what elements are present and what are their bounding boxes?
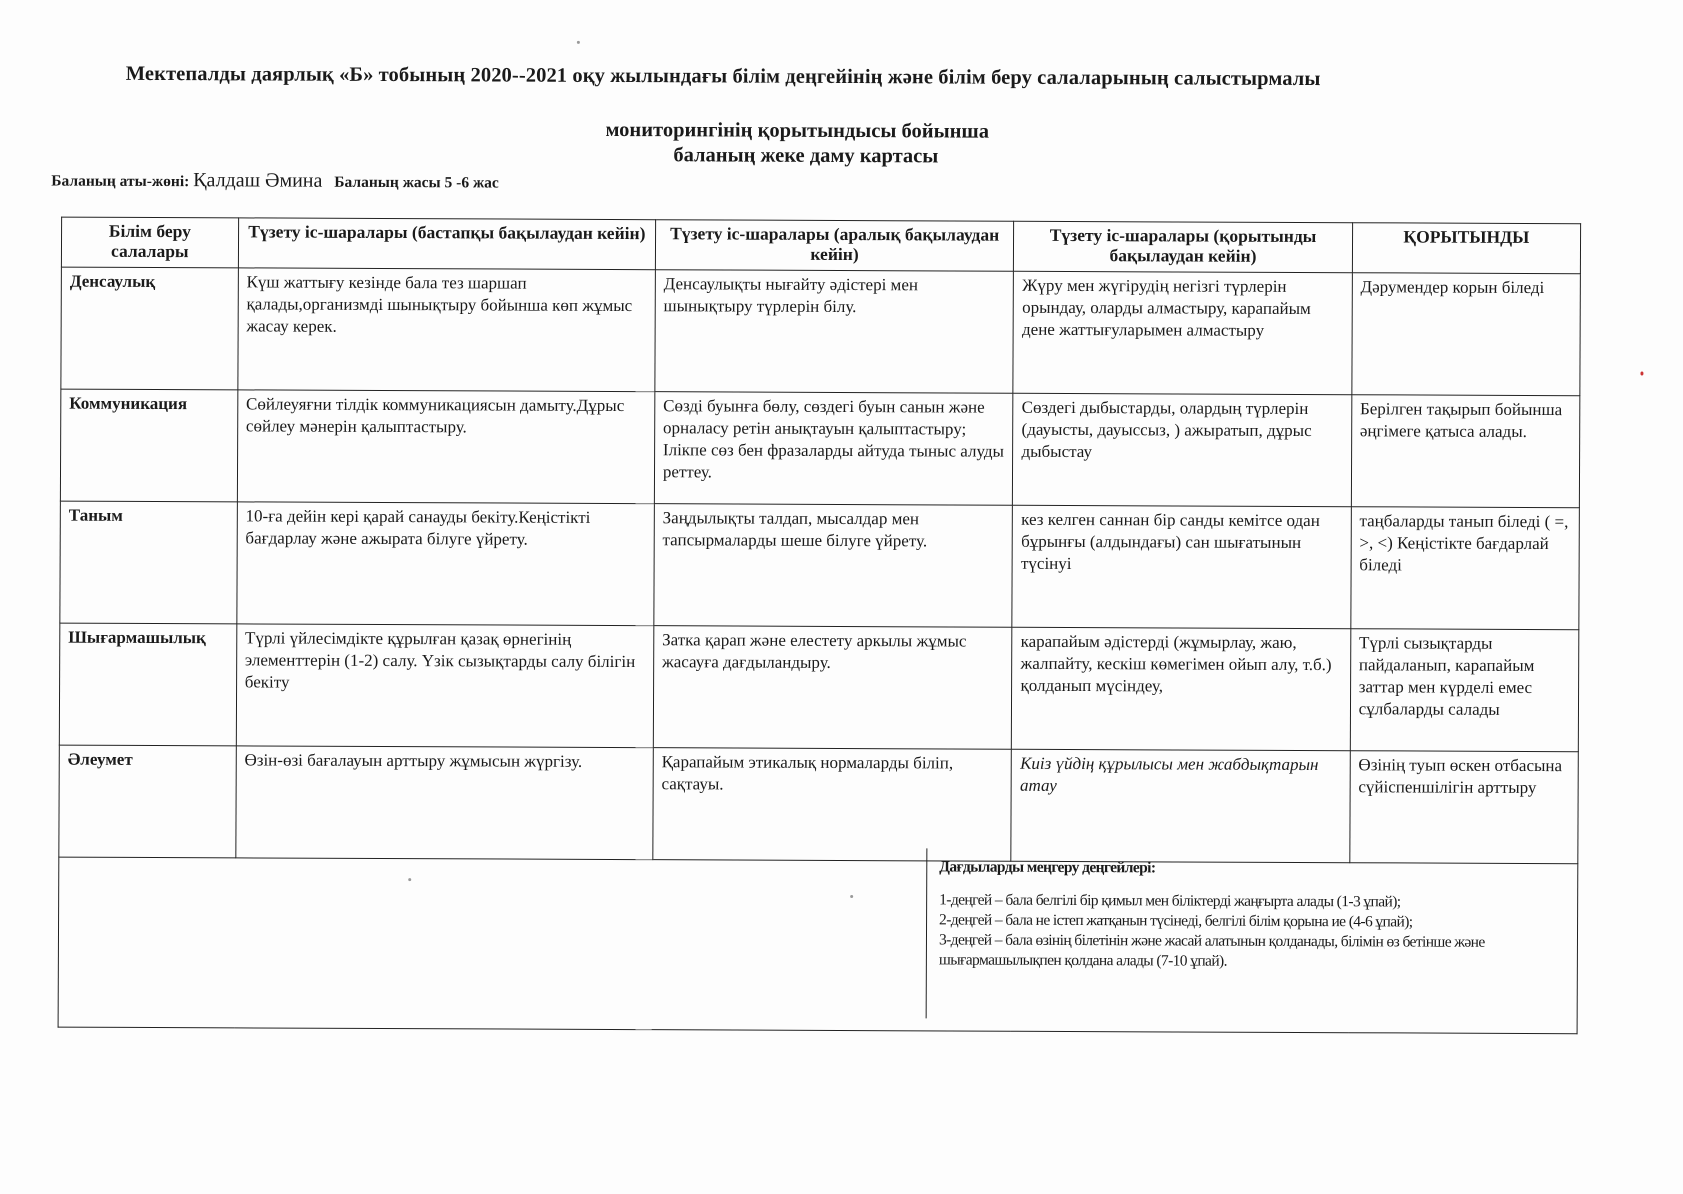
development-map xyxy=(58,217,1581,984)
table-row xyxy=(59,745,1578,864)
header-area: Білім беру салалары xyxy=(61,217,238,268)
intermediate-cell: Затка қарап және елестету аркылы жұмыс жасауға дағдыландыру. xyxy=(653,626,1012,750)
header-intermediate: Түзету іс-шаралары (аралық бақылаудан кейін) xyxy=(655,220,1014,272)
legend-level-3: 3-деңгей – бала өзінің білетінін және жасай алатынын қолданады, білімін өз бетінше және шығармашылықпен қолдана алады (7-10 ұпай). xyxy=(938,931,1485,970)
legend-title: Дағдыларды меңгеру деңгейлері: xyxy=(939,858,1156,877)
intermediate-cell: Сөзді буынға бөлу, сөздегі буын санын және орналасу ретін анықтауын қалыптастыру; Ілікпе сөз бен фразаларды айтуда тыныс алуды реттеу. xyxy=(654,392,1013,506)
scan-mark xyxy=(1640,371,1643,375)
document-title-line-2: мониторингінің қорытындысы бойынша xyxy=(605,118,990,143)
document-title-line-3: баланың жеке даму картасы xyxy=(673,144,939,168)
result-cell: Берілген тақырып бойынша әңгімеге қатыса алады. xyxy=(1351,395,1580,508)
area-cell: Таным xyxy=(60,501,237,624)
header-initial: Түзету іс-шаралары (бастапқы бақылаудан кейін) xyxy=(238,218,655,270)
final-cell: карапайым әдістерді (жұмырлау, жаю, жалпайту, кескіш көмегімен ойып алу, т.б.) қолданып мүсіндеу, xyxy=(1012,627,1351,750)
table-row xyxy=(61,267,1581,396)
legend-level-2: 2-деңгей – бала не істеп жатқанын түсінеді, белгілі білім қорына ие (4-6 ұпай); xyxy=(939,911,1413,931)
final-cell: Киіз үйдің құрылысы мен жабдықтарын атау xyxy=(1011,749,1350,862)
initial-cell: Түрлі үйлесімдікте құрылған қазақ өрнегінің элементтерін (1-2) салу. Үзік сызықтарды салу білігін бекіту xyxy=(236,624,654,748)
child-age: Баланың жасы 5 -6 жас xyxy=(334,173,499,192)
intermediate-cell: Заңдылықты талдап, мысалдар мен тапсырмаларды шеше білуге үйрету. xyxy=(654,504,1013,628)
table-row xyxy=(60,501,1580,630)
intermediate-cell: Денсаулықты нығайту әдістері мен шынықтыру түрлерін білу. xyxy=(655,270,1014,394)
child-info xyxy=(51,169,499,194)
result-cell: Өзінің туып өскен отбасына сүйіспеншілігін арттыру xyxy=(1350,751,1579,864)
intermediate-cell: Қарапайым этикалық нормаларды біліп, сақтауы. xyxy=(653,748,1012,862)
initial-cell: Өзін-өзі бағалауын арттыру жұмысын жүргізу. xyxy=(236,746,654,860)
child-name-label: Баланың аты-жөні: xyxy=(51,172,190,191)
result-cell: Түрлі сызықтарды пайдаланып, карапайым заттар мен күрделі емес сұлбаларды салады xyxy=(1350,629,1579,752)
final-cell: кез келген саннан бір санды кемітсе одан бұрынғы (алдындағы) сан шығатынын түсінуі xyxy=(1012,505,1351,628)
initial-cell: Күш жаттығу кезінде бала тез шаршап қалады,организмді шынықтыру бойынша көп жұмыс жасау керек. xyxy=(238,268,656,392)
final-cell: Жүру мен жүгірудің негізгі түрлерін орындау, оларды алмастыру, карапайым дене жаттығуларымен алмастыру xyxy=(1013,271,1352,394)
result-cell: таңбаларды танып біледі ( =, >, <) Кеңістікте бағдарлай біледі xyxy=(1351,507,1580,630)
area-cell: Коммуникация xyxy=(60,389,237,502)
table-header-row xyxy=(61,217,1580,274)
skill-levels-legend xyxy=(926,848,1577,1021)
legend-level-1: 1-деңгей – бала белгілі бір қимыл мен біліктерді жаңғырта алады (1-3 ұпай); xyxy=(939,891,1401,911)
header-result: ҚОРЫТЫНДЫ xyxy=(1352,223,1581,274)
table-row xyxy=(59,623,1579,752)
document-title-line-1: Мектепалды даярлық «Б» тобының 2020--2021 оқу жылындағы білім деңгейінің және білім беру салаларының салыстырмалы xyxy=(125,62,1321,91)
initial-cell: 10-ға дейін кері қарай санауды бекіту.Кеңістікті бағдарлау және ажырата білуге үйрету. xyxy=(237,502,655,626)
header-final: Түзету іс-шаралары (қорытынды бақылаудан кейін) xyxy=(1014,221,1353,272)
final-cell: Сөздегі дыбыстарды, олардың түрлерін (дауысты, дауыссыз, ) ажыратып, дұрыс дыбыстау xyxy=(1013,393,1352,506)
scan-speck xyxy=(850,895,853,898)
scan-speck xyxy=(408,878,411,881)
area-cell: Денсаулық xyxy=(61,267,238,390)
scan-speck xyxy=(577,41,580,44)
table-row xyxy=(60,389,1579,508)
area-cell: Шығармашылық xyxy=(59,623,236,746)
initial-cell: Сөйлеуяғни тілдік коммуникациясын дамыту.Дұрыс сөйлеу мәнерін қалыптастыру. xyxy=(237,390,655,504)
result-cell: Дәрумендер корын біледі xyxy=(1352,273,1581,396)
area-cell: Әлеумет xyxy=(59,745,236,858)
child-name-value: Қалдаш Әмина xyxy=(193,169,323,192)
